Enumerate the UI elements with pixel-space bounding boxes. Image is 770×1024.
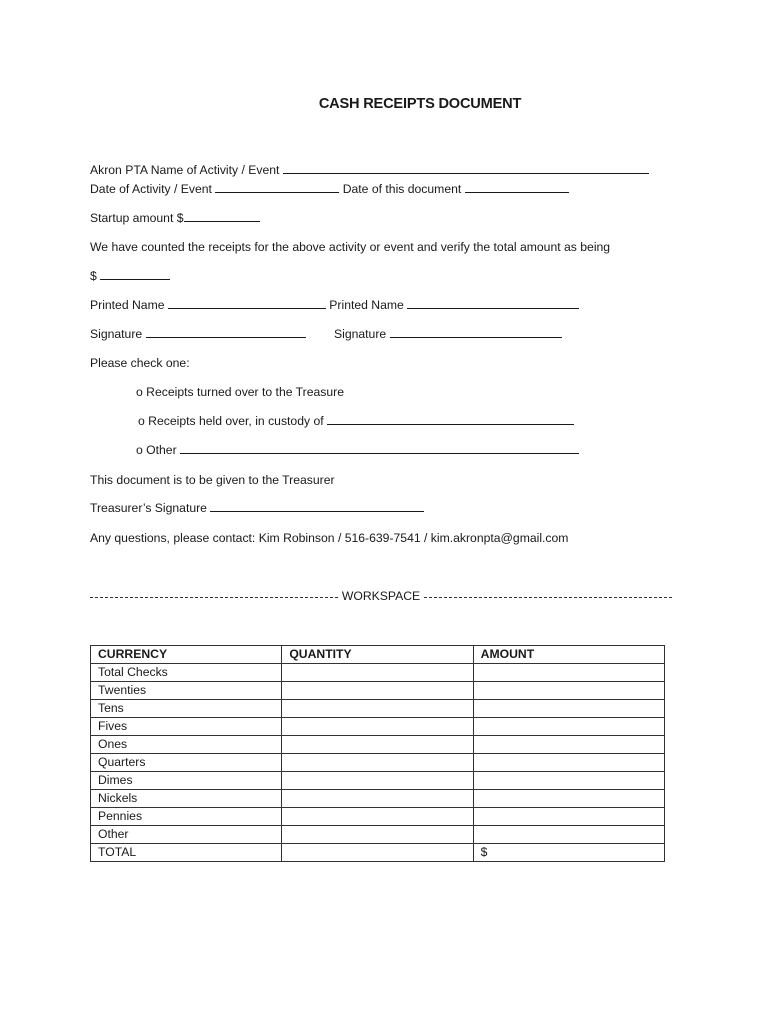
- table-row: [91, 772, 665, 790]
- amount-cell[interactable]: [473, 790, 664, 808]
- currency-cell: Dimes: [91, 772, 282, 790]
- total-amount-cell[interactable]: $: [473, 844, 664, 862]
- printed-name-label-2: Printed Name: [329, 298, 404, 312]
- quantity-cell[interactable]: [282, 790, 473, 808]
- quantity-cell[interactable]: [282, 826, 473, 844]
- treasurer-signature-label: Treasurer’s Signature: [90, 501, 207, 515]
- amount-cell[interactable]: [473, 736, 664, 754]
- custody-field[interactable]: [327, 413, 574, 425]
- startup-line: [90, 210, 260, 226]
- treasurer-signature-line: [90, 500, 424, 516]
- currency-cell: Ones: [91, 736, 282, 754]
- currency-cell: Nickels: [91, 790, 282, 808]
- divider-left: [90, 597, 338, 598]
- table-row: [91, 700, 665, 718]
- currency-cell: Tens: [91, 700, 282, 718]
- currency-cell: Pennies: [91, 808, 282, 826]
- table-row: [91, 718, 665, 736]
- currency-cell: Fives: [91, 718, 282, 736]
- total-amount-field[interactable]: [100, 268, 170, 280]
- printed-name-field-2[interactable]: [407, 297, 579, 309]
- table-row: [91, 808, 665, 826]
- other-field[interactable]: [180, 442, 579, 454]
- total-label: $: [90, 269, 97, 283]
- amount-cell[interactable]: [473, 772, 664, 790]
- workspace-label: WORKSPACE: [341, 589, 421, 603]
- quantity-cell[interactable]: [282, 808, 473, 826]
- quantity-cell[interactable]: [282, 754, 473, 772]
- printed-name-label-1: Printed Name: [90, 298, 165, 312]
- quantity-cell[interactable]: [282, 700, 473, 718]
- currency-cell: Quarters: [91, 754, 282, 772]
- table-row: [91, 736, 665, 754]
- page-title: CASH RECEIPTS DOCUMENT: [318, 96, 522, 112]
- amount-cell[interactable]: [473, 700, 664, 718]
- contact-text: Any questions, please contact: Kim Robinson / 516-639-7541 / kim.akronpta@gmail.com: [90, 531, 569, 545]
- currency-cell: Total Checks: [91, 664, 282, 682]
- quantity-cell[interactable]: [282, 682, 473, 700]
- table-row: [91, 826, 665, 844]
- table-row: [91, 790, 665, 808]
- verify-text: We have counted the receipts for the above activity or event and verify the total amount as being: [90, 240, 611, 254]
- quantity-cell[interactable]: [282, 772, 473, 790]
- option-held-over-line: [138, 413, 574, 429]
- signature-line-1: [90, 326, 306, 342]
- currency-cell: TOTAL: [91, 844, 282, 862]
- quantity-cell[interactable]: [282, 664, 473, 682]
- table-row: [91, 754, 665, 772]
- amount-cell[interactable]: [473, 808, 664, 826]
- check-prompt: Please check one:: [90, 356, 190, 370]
- total-line: [90, 268, 170, 284]
- amount-cell[interactable]: [473, 682, 664, 700]
- header-amount: AMOUNT: [473, 646, 664, 664]
- table-row: [91, 664, 665, 682]
- doc-date-label: Date of this document: [342, 182, 462, 196]
- quantity-cell[interactable]: [282, 718, 473, 736]
- option-turned-over[interactable]: o Receipts turned over to the Treasure: [136, 385, 344, 399]
- option-other-line: [136, 442, 579, 458]
- printed-name-line: [90, 297, 579, 313]
- amount-cell[interactable]: [473, 664, 664, 682]
- table-header-row: [91, 646, 665, 664]
- divider-right: [424, 597, 672, 598]
- signature-field-1[interactable]: [146, 326, 306, 338]
- option-other[interactable]: o Other: [136, 443, 177, 457]
- workspace-divider: [90, 588, 672, 604]
- printed-name-field-1[interactable]: [168, 297, 326, 309]
- treasurer-signature-field[interactable]: [210, 500, 424, 512]
- startup-amount-field[interactable]: [184, 210, 260, 222]
- date-line: [90, 181, 569, 197]
- activity-name-field[interactable]: [283, 162, 649, 174]
- signature-label-2: Signature: [334, 327, 387, 341]
- doc-date-field[interactable]: [465, 181, 569, 193]
- currency-cell: Twenties: [91, 682, 282, 700]
- signature-line-2: [334, 326, 562, 342]
- workspace-table: [90, 645, 665, 862]
- activity-date-field[interactable]: [215, 181, 339, 193]
- currency-cell: Other: [91, 826, 282, 844]
- activity-name-label: Akron PTA Name of Activity / Event: [90, 163, 280, 177]
- amount-cell[interactable]: [473, 754, 664, 772]
- quantity-cell[interactable]: [282, 736, 473, 754]
- header-currency: CURRENCY: [91, 646, 282, 664]
- activity-name-line: [90, 162, 649, 178]
- table-total-row: [91, 844, 665, 862]
- signature-field-2[interactable]: [390, 326, 562, 338]
- option-held-over[interactable]: o Receipts held over, in custody of: [138, 414, 324, 428]
- startup-label: Startup amount $: [90, 211, 184, 225]
- amount-cell[interactable]: [473, 826, 664, 844]
- treasurer-note: This document is to be given to the Treasurer: [90, 473, 335, 487]
- table-row: [91, 682, 665, 700]
- header-quantity: QUANTITY: [282, 646, 473, 664]
- activity-date-label: Date of Activity / Event: [90, 182, 212, 196]
- quantity-cell[interactable]: [282, 844, 473, 862]
- amount-cell[interactable]: [473, 718, 664, 736]
- signature-label-1: Signature: [90, 327, 143, 341]
